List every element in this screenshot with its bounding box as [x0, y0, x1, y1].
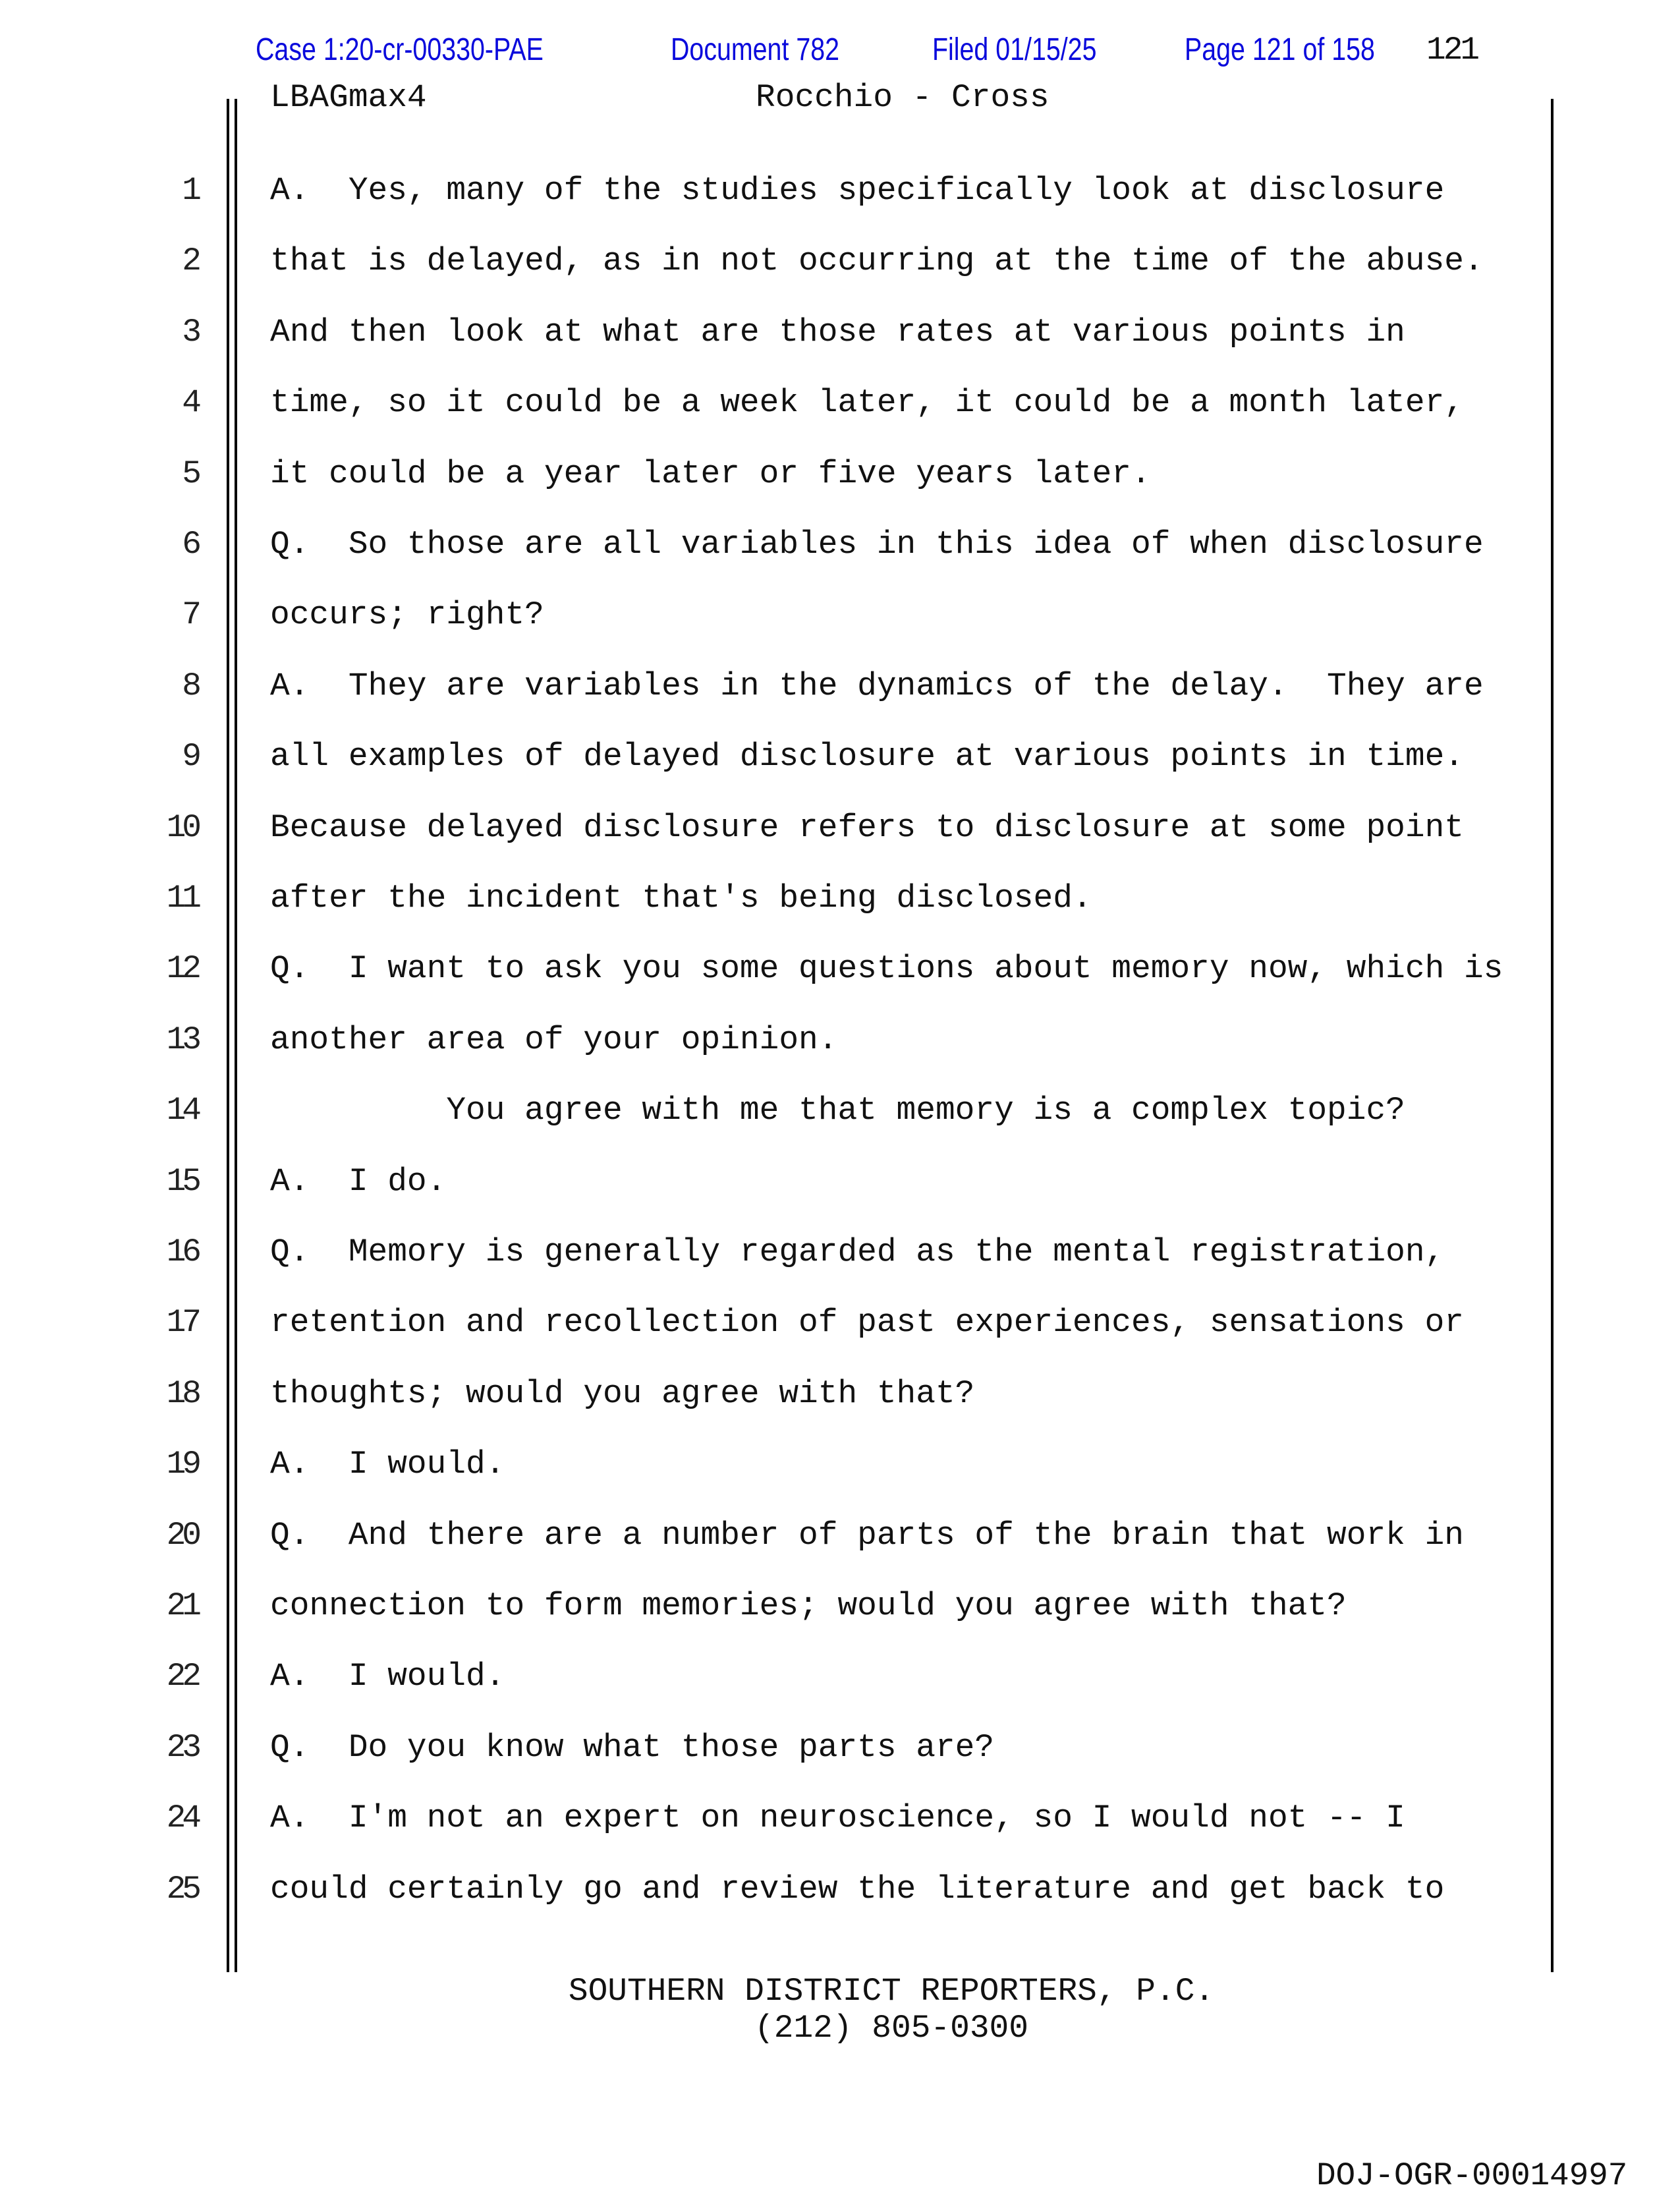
transcript-line: [0, 1444, 1680, 1515]
line-number: 21: [166, 1587, 198, 1624]
line-text: connection to form memories; would you agree with that?: [270, 1587, 1347, 1624]
transcript-line: [0, 1586, 1680, 1657]
line-text: thoughts; would you agree with that?: [270, 1375, 975, 1412]
line-number: 15: [166, 1162, 198, 1200]
transcript-line: [0, 241, 1680, 312]
transcript-line: [0, 1869, 1680, 1940]
line-number: 14: [166, 1092, 198, 1129]
transcript-line: [0, 1728, 1680, 1798]
ecf-filed-date: Filed 01/15/25: [932, 32, 1097, 67]
ecf-page-count: Page 121 of 158: [1185, 32, 1375, 67]
line-number: 8: [182, 667, 198, 704]
line-number: 5: [182, 455, 198, 492]
line-text: A. I would.: [270, 1446, 505, 1483]
line-text: all examples of delayed disclosure at various points in time.: [270, 738, 1464, 776]
line-number: 6: [182, 526, 198, 563]
line-number: 2: [182, 242, 198, 280]
line-text: that is delayed, as in not occurring at the time of the abuse.: [270, 242, 1484, 280]
line-number: 3: [182, 313, 198, 351]
line-number: 1: [182, 172, 198, 209]
line-number: 11: [166, 880, 198, 917]
transcript-line: [0, 949, 1680, 1019]
line-number: 16: [166, 1234, 198, 1270]
ecf-document-number: Document 782: [671, 32, 839, 67]
transcript-line: [0, 1020, 1680, 1091]
line-number: 18: [166, 1375, 198, 1412]
transcript-line: [0, 737, 1680, 807]
line-text: after the incident that's being disclosed.: [270, 880, 1092, 917]
line-text: Q. So those are all variables in this idea of when disclosure: [270, 526, 1484, 563]
transcript-line: [0, 808, 1680, 878]
line-text: another area of your opinion.: [270, 1021, 838, 1058]
line-text: A. I do.: [270, 1162, 447, 1200]
line-number: 24: [166, 1800, 198, 1837]
transcript-line: [0, 1374, 1680, 1444]
line-number: 13: [166, 1021, 198, 1058]
line-number: 10: [166, 808, 198, 846]
line-number: 25: [166, 1870, 198, 1908]
line-text: A. I would.: [270, 1658, 505, 1695]
line-number: 7: [182, 596, 198, 634]
transcript-line: [0, 595, 1680, 666]
line-text: A. They are variables in the dynamics of the delay. They are: [270, 667, 1484, 704]
transcript-line: [0, 1162, 1680, 1232]
transcript-line: [0, 1657, 1680, 1727]
transcript-line: [0, 1303, 1680, 1373]
transcript-line: [0, 171, 1680, 241]
line-text: retention and recollection of past experiences, sensations or: [270, 1304, 1464, 1342]
line-number: 12: [166, 950, 198, 988]
line-number: 20: [166, 1516, 198, 1554]
transcript-line: [0, 666, 1680, 737]
transcript-line: [0, 454, 1680, 525]
line-text: occurs; right?: [270, 596, 544, 634]
transcript-line: [0, 1516, 1680, 1586]
line-text: could certainly go and review the literature and get back to: [270, 1870, 1445, 1908]
reporter-name: SOUTHERN DISTRICT REPORTERS, P.C.: [568, 1973, 1215, 2010]
transcript-line: [0, 1798, 1680, 1869]
line-text: Q. Memory is generally regarded as the mental registration,: [270, 1234, 1445, 1270]
line-text: And then look at what are those rates at various points in: [270, 313, 1405, 351]
reporter-phone: (212) 805-0300: [754, 2010, 1028, 2047]
line-number: 22: [166, 1658, 198, 1695]
line-text: A. Yes, many of the studies specifically look at disclosure: [270, 172, 1445, 209]
transcript-code: LBAGmax4: [270, 79, 427, 116]
line-number: 19: [166, 1446, 198, 1483]
witness-examination-label: Rocchio - Cross: [756, 79, 1050, 116]
line-text: A. I'm not an expert on neuroscience, so I would not -- I: [270, 1800, 1405, 1837]
line-text: Q. And there are a number of parts of the brain that work in: [270, 1516, 1464, 1554]
line-number: 9: [182, 738, 198, 776]
line-text: Because delayed disclosure refers to disclosure at some point: [270, 808, 1464, 846]
transcript-line: [0, 1232, 1680, 1303]
line-text: it could be a year later or five years later.: [270, 455, 1151, 492]
transcript-line: [0, 312, 1680, 383]
transcript-line: [0, 383, 1680, 453]
line-text: Q. Do you know what those parts are?: [270, 1728, 995, 1766]
line-text: time, so it could be a week later, it could be a month later,: [270, 384, 1464, 422]
transcript-line: [0, 1091, 1680, 1161]
line-text: Q. I want to ask you some questions about memory now, which is: [270, 950, 1503, 988]
line-number: 17: [166, 1304, 198, 1342]
line-number: 23: [166, 1728, 198, 1766]
transcript-line: [0, 525, 1680, 595]
line-text: You agree with me that memory is a complex topic?: [270, 1092, 1405, 1129]
bates-number: DOJ-OGR-00014997: [1316, 2157, 1628, 2194]
line-number: 4: [182, 384, 198, 422]
ecf-case-number: Case 1:20-cr-00330-PAE: [256, 32, 544, 67]
transcript-page-number: 121: [1426, 32, 1478, 69]
transcript-line: [0, 878, 1680, 949]
